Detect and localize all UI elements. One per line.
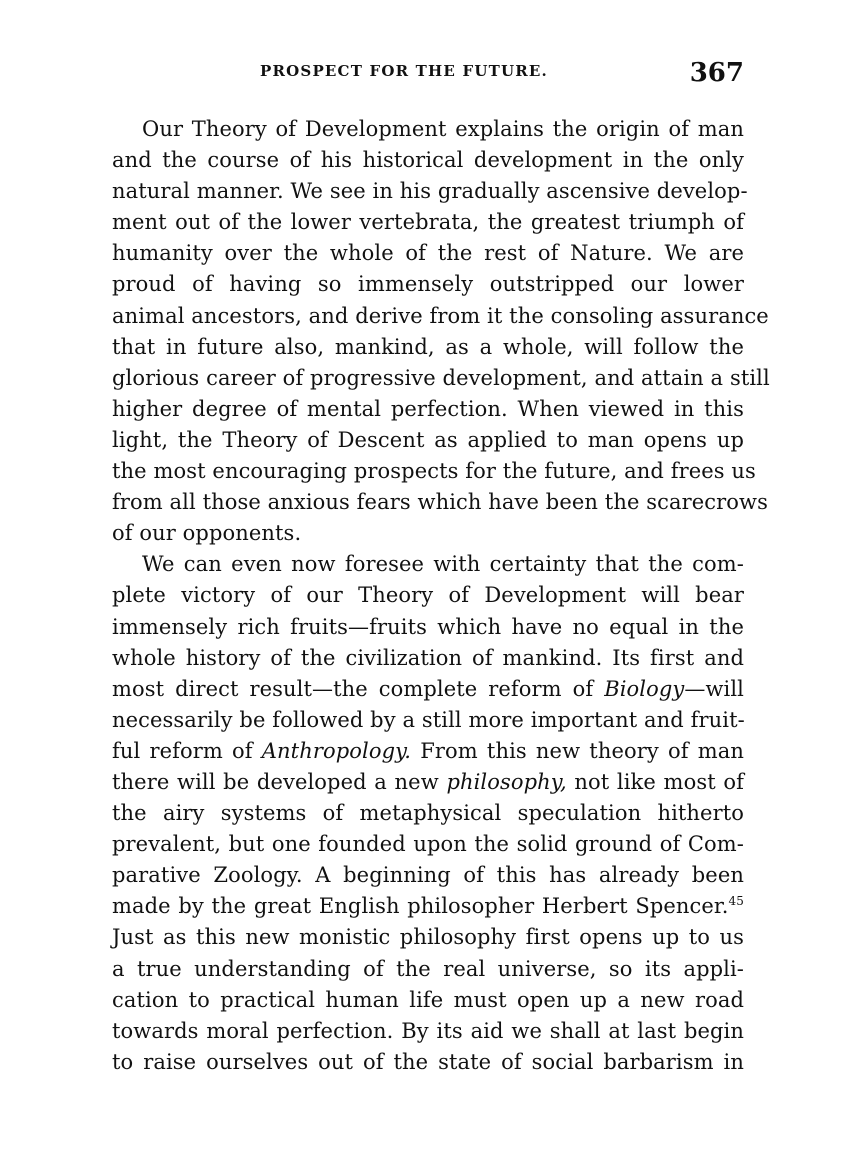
text-line: Just as this new monistic philosophy first opens up to us <box>112 925 744 950</box>
text-line: higher degree of mental perfection. When viewed in this <box>112 396 744 421</box>
italic-term: philosophy, <box>446 769 567 794</box>
text-line: the airy systems of metaphysical speculation hitherto <box>112 801 744 826</box>
text-line: cation to practical human life must open up a new road <box>112 987 744 1012</box>
running-head: PROSPECT FOR THE FUTURE. <box>260 62 548 80</box>
text-line: parative Zoology. A beginning of this has already been <box>112 863 744 888</box>
text-line: proud of having so immensely outstripped our lower <box>112 272 744 297</box>
page-number: 367 <box>689 58 744 88</box>
footnote-marker[interactable]: 45 <box>728 894 744 909</box>
text-line: and the course of his historical development in the only <box>112 148 744 173</box>
text-line: whole history of the civilization of mankind. Its first and <box>112 645 744 670</box>
text-line-with-italic <box>112 736 744 767</box>
text-run: most direct result—the complete reform of <box>112 676 605 701</box>
text-line: Our Theory of Development explains the origin of man <box>142 117 744 141</box>
text-line: prevalent, but one founded upon the solid ground of Com- <box>112 832 744 857</box>
text-line: We can even now foresee with certainty that the com- <box>142 552 744 577</box>
text-line: humanity over the whole of the rest of Nature. We are <box>112 241 744 266</box>
text-line: plete victory of our Theory of Development will bear <box>112 583 744 608</box>
text-line: glorious career of progressive development, and attain a still <box>112 365 770 390</box>
text-line: of our opponents. <box>112 521 302 546</box>
text-line: light, the Theory of Descent as applied to man opens up <box>112 427 744 452</box>
text-line-with-italic <box>112 767 744 798</box>
text-run: ful reform of <box>112 738 262 763</box>
text-line: from all those anxious fears which have been the scarecrows <box>112 490 768 515</box>
text-line-with-italic <box>112 674 744 705</box>
text-run: there will be developed a new <box>112 769 447 794</box>
text-line: the most encouraging prospects for the future, and frees us <box>112 459 756 484</box>
text-line: necessarily be followed by a still more important and fruit- <box>112 707 745 732</box>
body-text <box>112 114 770 1078</box>
text-run: —will <box>684 676 744 701</box>
text-line: that in future also, mankind, as a whole, will follow the <box>112 334 744 359</box>
text-run: not like most of <box>566 769 744 794</box>
paragraph-1 <box>112 114 770 549</box>
text-line: animal ancestors, and derive from it the consoling assurance <box>112 303 769 328</box>
text-line: a true understanding of the real universe, so its appli- <box>112 956 744 981</box>
page-header <box>112 58 744 92</box>
paragraph-2 <box>112 549 744 1078</box>
text-line: natural manner. We see in his gradually ascensive develop- <box>112 179 748 204</box>
text-line-with-footnote <box>112 891 744 922</box>
text-line: immensely rich fruits—fruits which have no equal in the <box>112 614 744 639</box>
text-run: From this new theory of man <box>411 738 744 763</box>
italic-term: Biology <box>604 676 685 701</box>
text-run: made by the great English philosopher Herbert Spencer. <box>112 894 729 919</box>
italic-term: Anthropology. <box>261 738 412 763</box>
text-line: ment out of the lower vertebrata, the greatest triumph of <box>112 210 744 235</box>
text-line: towards moral perfection. By its aid we shall at last begin <box>112 1018 744 1043</box>
text-line: to raise ourselves out of the state of social barbarism in <box>112 1049 744 1074</box>
